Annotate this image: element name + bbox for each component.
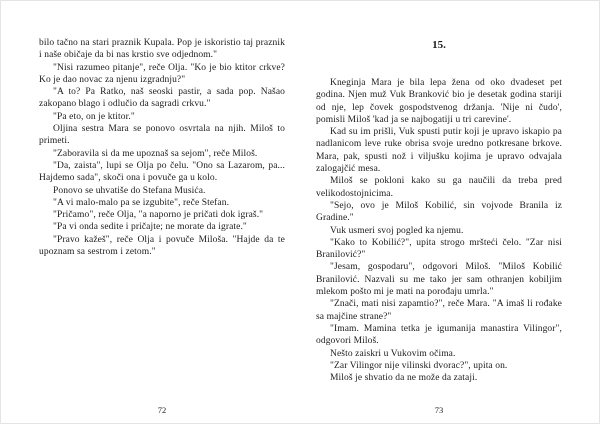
paragraph: "Da, zaista", lupi se Olja po čelu. "Ono sa Lazarom, pa... Hajdemo sada", skoči ona i povuče ga u kolo. <box>39 160 285 184</box>
paragraph: "Nisi razumeo pitanje", reče Olja. "Ko je bio ktitor crkve? Ko je dao novac za njenu izgradnju?" <box>39 62 285 85</box>
paragraph: "Imam. Mamina tetka je igumanija manastira Vilingor", odgovori Miloš. <box>316 323 562 347</box>
paragraph: "Sejo, ovo je Miloš Kobilić, sin vojvode Branila iz Gradine." <box>316 200 562 224</box>
paragraph: bilo tačno na stari praznik Kupala. Pop je iskoristio taj praznik i naše običaje da bi nas krstio sve odjednom." <box>39 38 285 61</box>
paragraph: "Znači, mati nisi zapamtio?", reče Mara. "A imaš li rođake sa majčine strane?" <box>316 299 562 322</box>
paragraph: "Pa eto, on je ktitor." <box>53 111 135 122</box>
paragraph: "Jesam, gospodaru", odgovori Miloš. "Miloš Kobilić Branilović. Nazvali su me tako jer sam othranjen kobiljim mlekom pošto mi je mati na porođaju umrla." <box>316 262 562 298</box>
paragraph: "Kako to Kobilić?", upita strogo mršteći čelo. "Zar nisi Branilović?" <box>316 237 562 261</box>
paragraph: Kad su im prišli, Vuk spusti putir koji je upravo iskapio pa nadlanicom leve ruke obrisa svoje uredno potkresane brkove. Mara, pak, spusti nož i viljušku kojima je upravo odvajala zalogajčić mesa. <box>316 127 562 175</box>
page-right-text <box>316 77 562 384</box>
paragraph: "Zar Vilingor nije vilinski dvorac?", upita on. <box>330 360 508 371</box>
paragraph: "Zaboravila si da me upoznaš sa sejom", reče Miloš. <box>53 148 258 159</box>
page-number-left: 72 <box>157 405 167 415</box>
page-left <box>1 1 300 425</box>
paragraph: Kneginja Mara je bila lepa žena od oko dvadeset pet godina. Njen muž Vuk Branković bio je desetak godina stariji od nje, lep čovek gospodstvenog držanja. 'Nije ni čudo', pomisli Miloš 'kad ja se najbogatiji u tri carevine'. <box>316 78 562 125</box>
chapter-heading: 15. <box>432 39 446 51</box>
page-right <box>300 1 599 425</box>
paragraph: Oljina sestra Mara se ponovo osvrtala na njih. Miloš to primeti. <box>39 124 285 147</box>
paragraph: "A vi malo-malo pa se izgubite", reče Stefan. <box>53 197 230 208</box>
paragraph: "Pa vi onda sedite i pričajte; ne morate da igrate." <box>53 222 247 233</box>
paragraph: "A to? Pa Ratko, naš seoski pastir, a sada pop. Našao zakopano blago i odlučio da sagradi crkvu." <box>39 87 285 110</box>
paragraph: "Pravo kažeš", reče Olja i povuče Miloša. "Hajde da te upoznam sa sestrom i zetom." <box>39 234 285 258</box>
page-number-right: 73 <box>434 405 444 415</box>
paragraph: "Pričamo", reče Olja, "a naporno je pričati dok igraš." <box>53 210 264 221</box>
paragraph: Nešto zaiskri u Vukovim očima. <box>330 348 456 359</box>
paragraph: Miloš je shvatio da ne može da zataji. <box>330 373 478 384</box>
paragraph: Miloš se pokloni kako su ga naučili da treba pred velikodostojnicima. <box>316 176 562 199</box>
paragraph: Ponovo se uhvatiše do Stefana Musića. <box>53 185 206 196</box>
page-left-text <box>39 37 285 258</box>
paragraph: Vuk usmeri svoj pogled ka njemu. <box>330 225 464 236</box>
